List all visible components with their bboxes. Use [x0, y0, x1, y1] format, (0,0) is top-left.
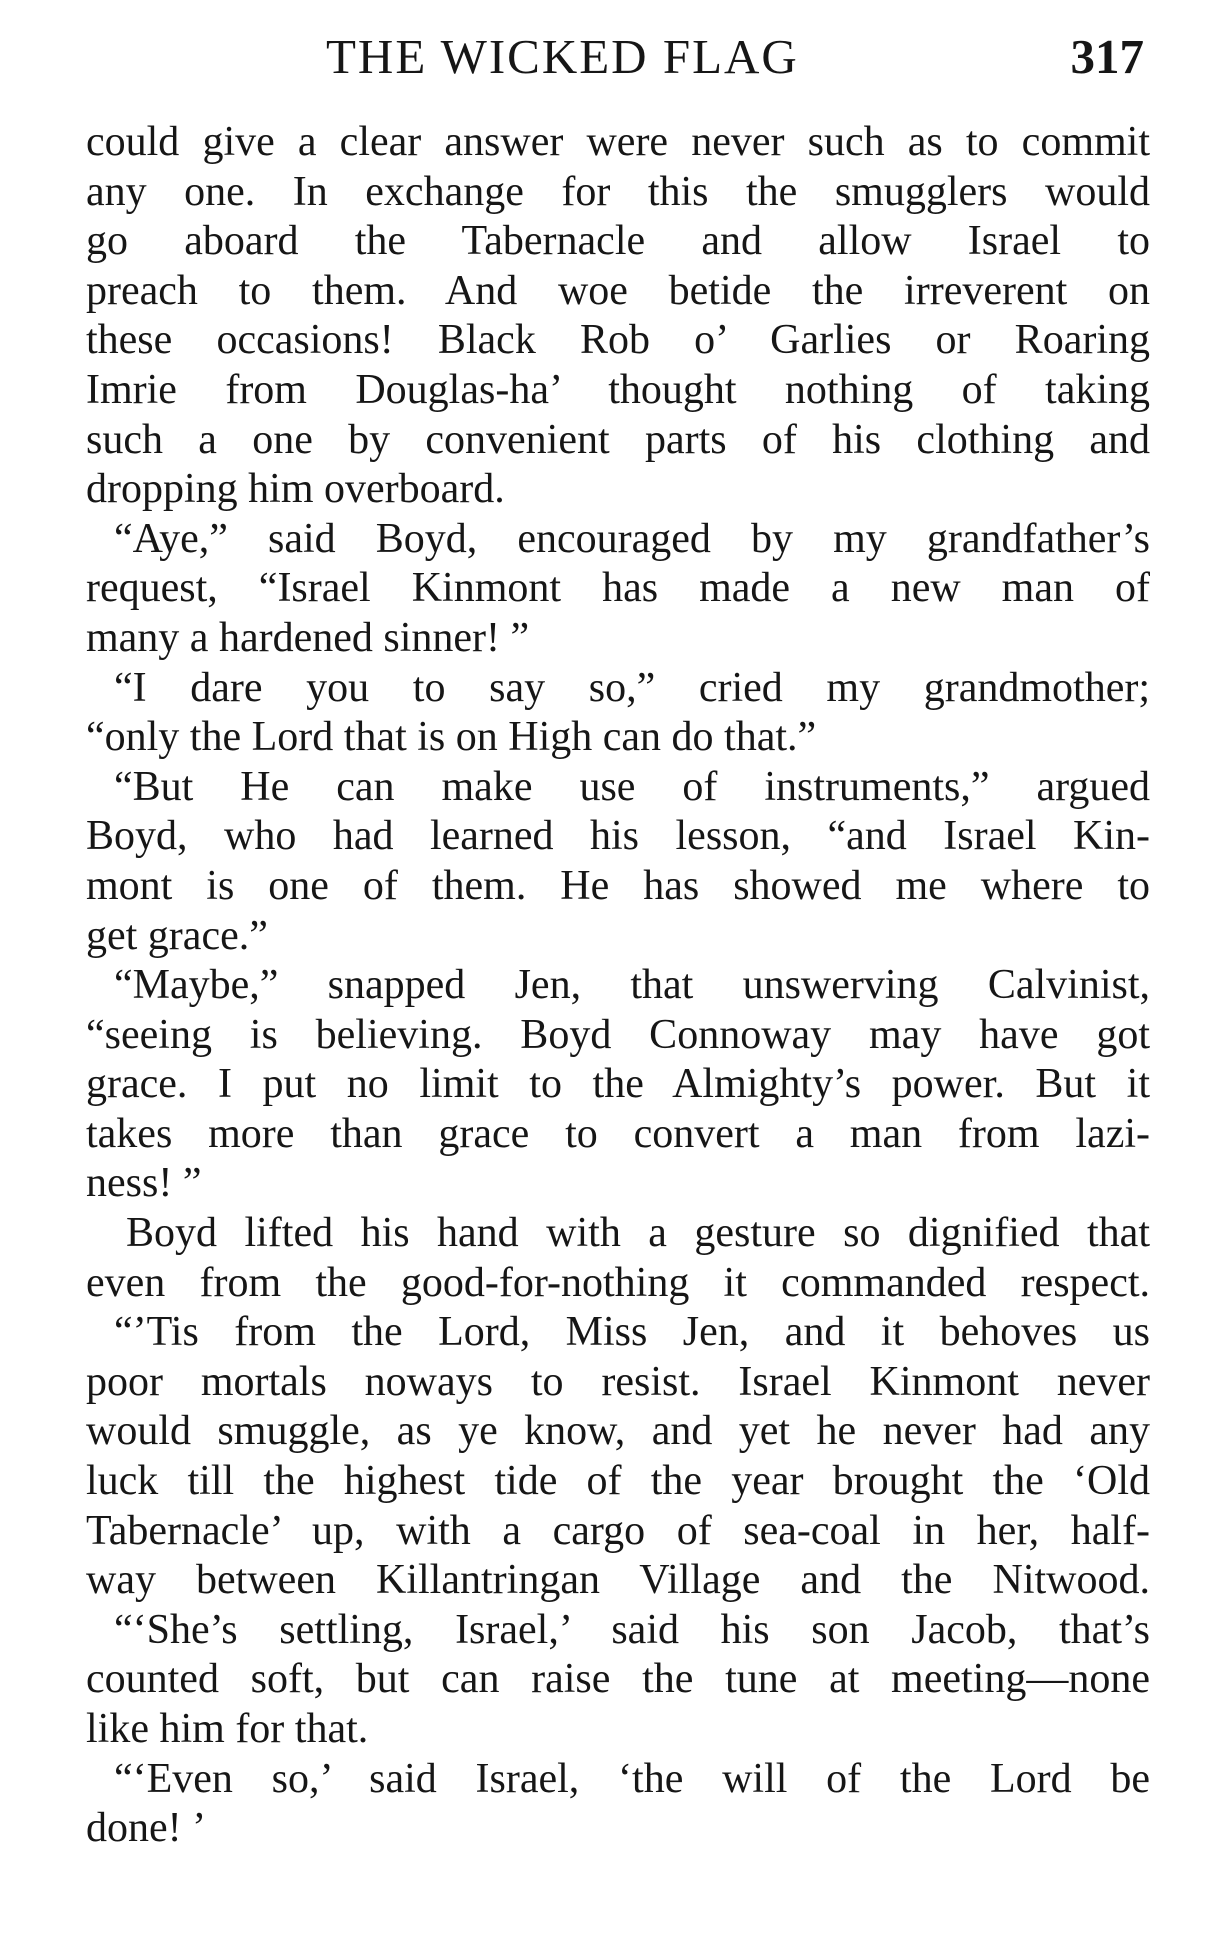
text-line: Tabernacle’ up, with a cargo of sea-coal in her, half-	[86, 1507, 1150, 1554]
text-line: get grace.”	[86, 912, 268, 959]
text-line: Boyd lifted his hand with a gesture so dignified that	[126, 1210, 1150, 1257]
text-line: would smuggle, as ye know, and yet he never had any	[86, 1408, 1150, 1455]
text-line: ness! ”	[86, 1160, 202, 1207]
text-line: luck till the highest tide of the year brought the ‘Old	[86, 1458, 1150, 1505]
text-line: Imrie from Douglas-ha’ thought nothing of taking	[86, 366, 1150, 413]
text-line: “Maybe,” snapped Jen, that unswerving Calvinist,	[114, 962, 1150, 1009]
text-line: takes more than grace to convert a man from lazi-	[86, 1110, 1150, 1157]
text-line: mont is one of them. He has showed me where to	[86, 862, 1150, 909]
running-title: THE WICKED FLAG	[326, 29, 799, 84]
text-line: preach to them. And woe betide the irreverent on	[86, 267, 1150, 314]
text-line: grace. I put no limit to the Almighty’s power. But it	[86, 1061, 1150, 1108]
text-line: “seeing is believing. Boyd Connoway may have got	[86, 1011, 1150, 1058]
text-line: like him for that.	[86, 1706, 369, 1752]
running-head	[86, 22, 1150, 92]
text-line: such a one by convenient parts of his clothing and	[86, 416, 1150, 463]
text-line: go aboard the Tabernacle and allow Israel to	[86, 218, 1150, 265]
page-number: 317	[1070, 29, 1144, 84]
text-line: “Aye,” said Boyd, encouraged by my grandfather’s	[114, 515, 1150, 562]
text-line: any one. In exchange for this the smugglers would	[86, 168, 1150, 215]
text-line: these occasions! Black Rob o’ Garlies or Roaring	[86, 317, 1150, 364]
text-line: dropping him overboard.	[86, 466, 505, 513]
text-line: “only the Lord that is on High can do that.”	[86, 714, 817, 761]
text-line: “’Tis from the Lord, Miss Jen, and it behoves us	[114, 1309, 1150, 1356]
text-line: done! ’	[86, 1805, 207, 1852]
text-line: even from the good-for-nothing it commanded respect.	[86, 1259, 1150, 1306]
text-line: “But He can make use of instruments,” argued	[114, 763, 1150, 810]
body-text	[86, 118, 1150, 1854]
text-line: could give a clear answer were never such as to commit	[86, 119, 1150, 165]
text-line: poor mortals noways to resist. Israel Kinmont never	[86, 1358, 1150, 1405]
text-line: “‘Even so,’ said Israel, ‘the will of the Lord be	[114, 1755, 1150, 1802]
text-line: counted soft, but can raise the tune at meeting—none	[86, 1656, 1150, 1703]
text-line: way between Killantringan Village and the Nitwood.	[86, 1557, 1150, 1604]
text-line: request, “Israel Kinmont has made a new man of	[86, 565, 1150, 612]
text-line: “I dare you to say so,” cried my grandmother;	[114, 664, 1150, 711]
text-line: many a hardened sinner! ”	[86, 614, 530, 661]
text-line: Boyd, who had learned his lesson, “and Israel Kin-	[86, 813, 1150, 860]
text-line: “‘She’s settling, Israel,’ said his son Jacob, that’s	[114, 1606, 1150, 1653]
